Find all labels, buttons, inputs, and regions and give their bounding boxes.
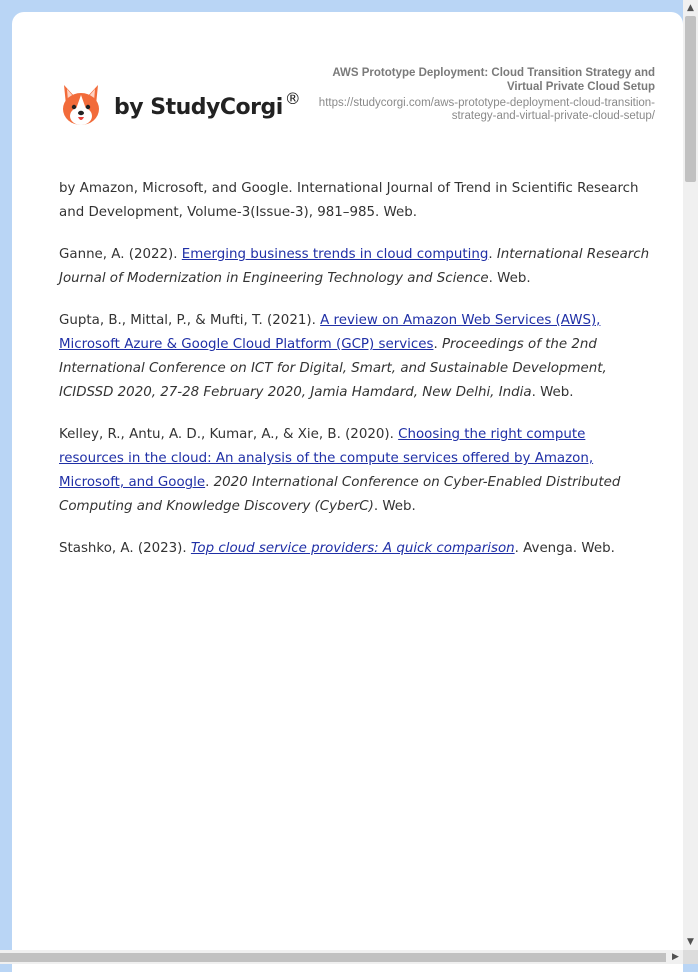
document-title: AWS Prototype Deployment: Cloud Transition Strategy and Virtual Private Cloud Setup (332, 67, 655, 93)
vertical-scrollbar[interactable] (683, 0, 698, 950)
studycorgi-logo[interactable] (60, 76, 300, 134)
reference-item (59, 177, 654, 225)
reference-authors: Ganne, A. (2022). (59, 247, 182, 262)
vertical-scroll-thumb[interactable] (685, 16, 696, 182)
document-header (315, 66, 655, 123)
scroll-down-arrow-icon[interactable]: ▼ (687, 937, 694, 947)
reference-text: by Amazon, Microsoft, and Google. International Journal of Trend in Scientific Research and Development, Volume-3(Issue-3), 981–985. Web. (59, 181, 639, 220)
reference-link[interactable]: A review on Amazon Web Services (AWS), Microsoft Azure & Google Cloud Platform (GCP) services (59, 313, 601, 352)
reference-item: Ganne, A. (2022). Emerging business trends in cloud computing. International Research Journal of Modernization in Engineering Technology and Science. Web. (59, 247, 650, 286)
reference-source: 2020 International Conference on Cyber-Enabled Distributed Computing and Knowledge Discovery (CyberC) (59, 475, 621, 514)
reference-link[interactable]: Emerging business trends in cloud computing (181, 247, 489, 262)
reference-link[interactable]: Top cloud service providers: A quick comparison (190, 541, 515, 556)
reference-authors: Kelley, R., Antu, A. D., Kumar, A., & Xie, B. (2020). (59, 427, 399, 442)
document-page (12, 12, 683, 972)
document-url[interactable]: https://studycorgi.com/aws-prototype-deployment-cloud-transition-strategy-and-virtual-private-cloud-setup/ (318, 97, 655, 122)
reference-list (59, 177, 654, 579)
reference-item: Gupta, B., Mittal, P., & Mufti, T. (2021). A review on Amazon Web Services (AWS), Microsoft Azure & Google Cloud Platform (GCP) services. Proceedings of the 2nd International Conference on ICT for Digital, Smart, and Sustainable Development, ICIDSSD 2020, 27-28 February 2020, Jamia Hamdard, New Delhi, India. Web. (59, 313, 607, 400)
scrollbar-corner (683, 950, 698, 964)
horizontal-scroll-thumb[interactable] (0, 953, 666, 962)
reference-link[interactable]: Choosing the right compute resources in the cloud: An analysis of the compute services offered by Amazon, Microsoft, and Google (59, 427, 594, 490)
reference-item: Stashko, A. (2023). Top cloud service providers: A quick comparison. Avenga. Web. (59, 541, 615, 556)
scroll-right-arrow-icon[interactable]: ▶ (672, 952, 679, 962)
reference-authors: Gupta, B., Mittal, P., & Mufti, T. (2021). (59, 313, 321, 328)
logo-text: by StudyCorgi ® (114, 88, 301, 120)
reference-item: Kelley, R., Antu, A. D., Kumar, A., & Xie, B. (2020). Choosing the right compute resources in the cloud: An analysis of the compute services offered by Amazon, Microsoft, and Google. 2020 International Conference on Cyber-Enabled Distributed Computing and Knowledge Discovery (CyberC). Web. (59, 427, 621, 514)
reference-source: Proceedings of the 2nd International Conference on ICT for Digital, Smart, and Sustainable Development, ICIDSSD 2020, 27-28 February 2020, Jamia Hamdard, New Delhi, India (59, 337, 607, 400)
horizontal-scrollbar[interactable] (0, 950, 683, 964)
corgi-logo-icon (60, 83, 102, 127)
scroll-up-arrow-icon[interactable]: ▲ (687, 3, 694, 13)
registered-mark: ® (284, 88, 301, 108)
reference-source: International Research Journal of Modernization in Engineering Technology and Science (59, 247, 650, 286)
reference-authors: Stashko, A. (2023). (59, 541, 191, 556)
